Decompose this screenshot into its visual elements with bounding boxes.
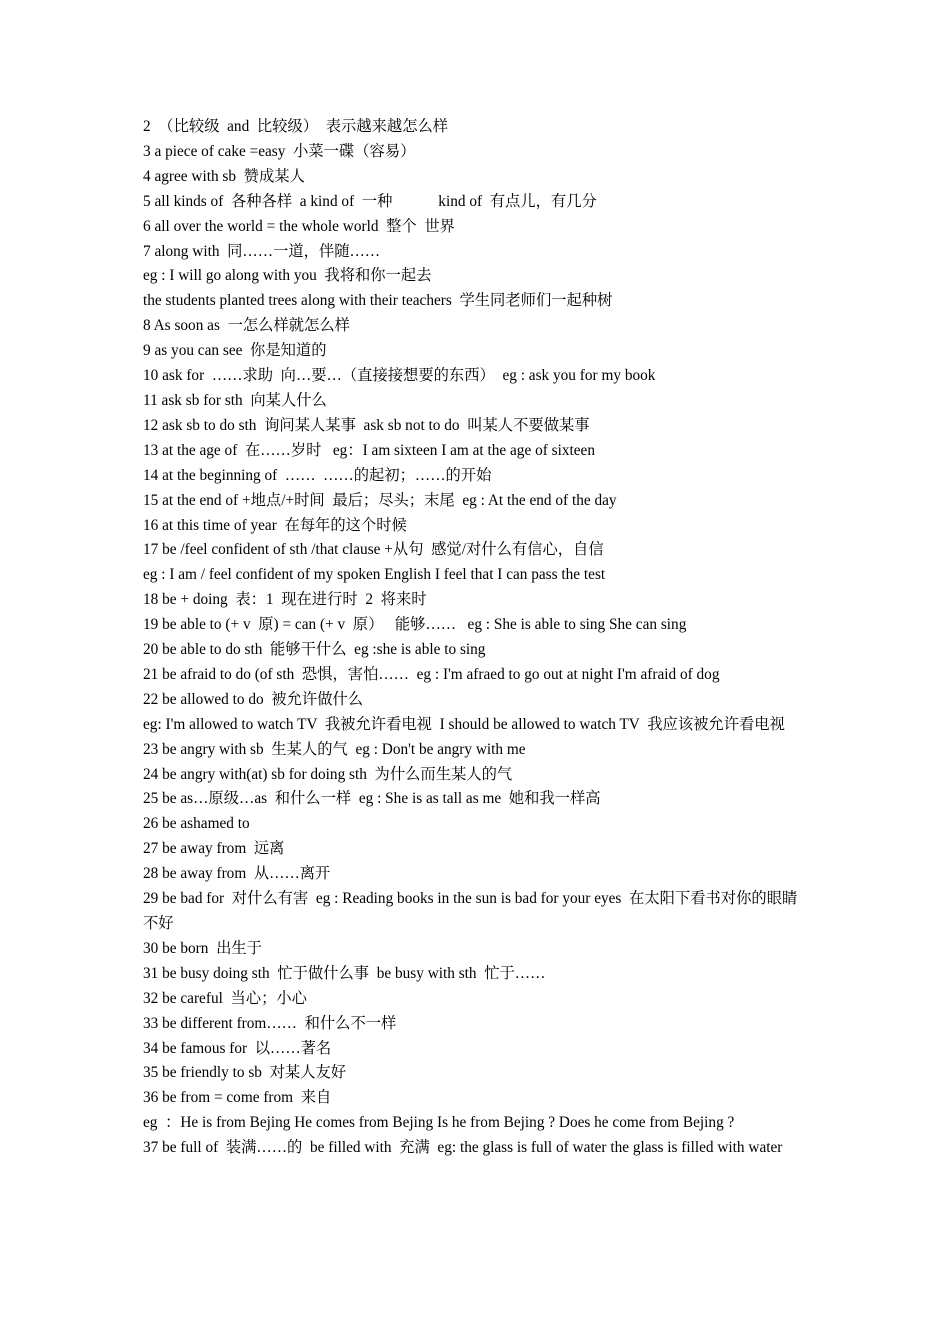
- text-line-34: 34 be famous for 以……著名: [143, 1039, 332, 1057]
- text-line-10: 10 ask for ……求助 向…要…（直接接想要的东西） eg : ask you for my book: [143, 367, 656, 385]
- text-line-33: 33 be different from…… 和什么不一样: [143, 1014, 397, 1032]
- text-line-29: 29 be bad for 对什么有害 eg : Reading books in the sun is bad for your eyes 在太阳下看书对你的眼睛不好: [143, 890, 798, 932]
- text-line-7-example-2: the students planted trees along with their teachers 学生同老师们一起种树: [143, 292, 613, 310]
- text-line-8: 8 As soon as 一怎么样就怎么样: [143, 317, 350, 335]
- text-line-20: 20 be able to do sth 能够干什么 eg :she is able to sing: [143, 641, 486, 659]
- text-line-17: 17 be /feel confident of sth /that clause +从句 感觉/对什么有信心，自信: [143, 541, 604, 559]
- text-line-14: 14 at the beginning of …… ……的起初；……的开始: [143, 466, 492, 484]
- text-line-16: 16 at this time of year 在每年的这个时候: [143, 516, 407, 534]
- text-line-6: 6 all over the world = the whole world 整个 世界: [143, 217, 455, 235]
- text-line-13: 13 at the age of 在……岁时 eg：I am sixteen I am at the age of sixteen: [143, 441, 595, 459]
- text-line-18: 18 be + doing 表：1 现在进行时 2 将来时: [143, 591, 427, 609]
- text-line-3: 3 a piece of cake =easy 小菜一碟（容易）: [143, 142, 416, 160]
- text-line-26: 26 be ashamed to: [143, 815, 250, 833]
- text-line-15: 15 at the end of +地点/+时间 最后；尽头；末尾 eg : At the end of the day: [143, 491, 617, 509]
- text-line-24: 24 be angry with(at) sb for doing sth 为什么而生某人的气: [143, 765, 513, 783]
- text-line-5: 5 all kinds of 各种各样 a kind of 一种 kind of 有点儿，有几分: [143, 192, 597, 210]
- text-line-28: 28 be away from 从……离开: [143, 865, 331, 883]
- text-line-36-example: eg ：He is from Bejing He comes from Bejing Is he from Bejing ? Does he come from Bejing ?: [143, 1114, 735, 1132]
- text-line-9: 9 as you can see 你是知道的: [143, 342, 327, 360]
- text-line-2: 2 （比较级 and 比较级） 表示越来越怎么样: [143, 118, 449, 135]
- text-line-30: 30 be born 出生于: [143, 939, 262, 957]
- text-line-12: 12 ask sb to do sth 询问某人某事 ask sb not to do 叫某人不要做某事: [143, 416, 590, 434]
- text-line-7: 7 along with 同……一道，伴随……: [143, 242, 381, 260]
- text-line-31: 31 be busy doing sth 忙于做什么事 be busy with sth 忙于……: [143, 964, 546, 982]
- text-line-35: 35 be friendly to sb 对某人友好: [143, 1064, 347, 1082]
- text-line-4: 4 agree with sb 赞成某人: [143, 167, 305, 185]
- text-line-19: 19 be able to (+ v 原) = can (+ v 原） 能够…… eg : She is able to sing She can sing: [143, 616, 687, 634]
- text-line-7-example-1: eg : I will go along with you 我将和你一起去: [143, 267, 432, 285]
- text-line-17-example: eg : I am / feel confident of my spoken English I feel that I can pass the test: [143, 566, 606, 584]
- text-line-22: 22 be allowed to do 被允许做什么: [143, 690, 364, 708]
- text-line-23: 23 be angry with sb 生某人的气 eg : Don't be angry with me: [143, 740, 526, 758]
- text-line-25: 25 be as…原级…as 和什么一样 eg : She is as tall as me 她和我一样高: [143, 790, 601, 808]
- text-line-32: 32 be careful 当心；小心: [143, 989, 307, 1007]
- text-line-36: 36 be from = come from 来自: [143, 1089, 332, 1107]
- text-line-27: 27 be away from 远离: [143, 840, 285, 858]
- text-line-22-example: eg: I'm allowed to watch TV 我被允许看电视 I should be allowed to watch TV 我应该被允许看电视: [143, 715, 785, 733]
- document-page: [143, 115, 811, 1161]
- text-line-21: 21 be afraid to do (of sth 恐惧，害怕…… eg : I'm afraed to go out at night I'm afraid of dog: [143, 665, 720, 683]
- text-line-37: 37 be full of 装满……的 be filled with 充满 eg: the glass is full of water the glass is filled with water: [143, 1139, 783, 1157]
- text-line-11: 11 ask sb for sth 向某人什么: [143, 391, 327, 409]
